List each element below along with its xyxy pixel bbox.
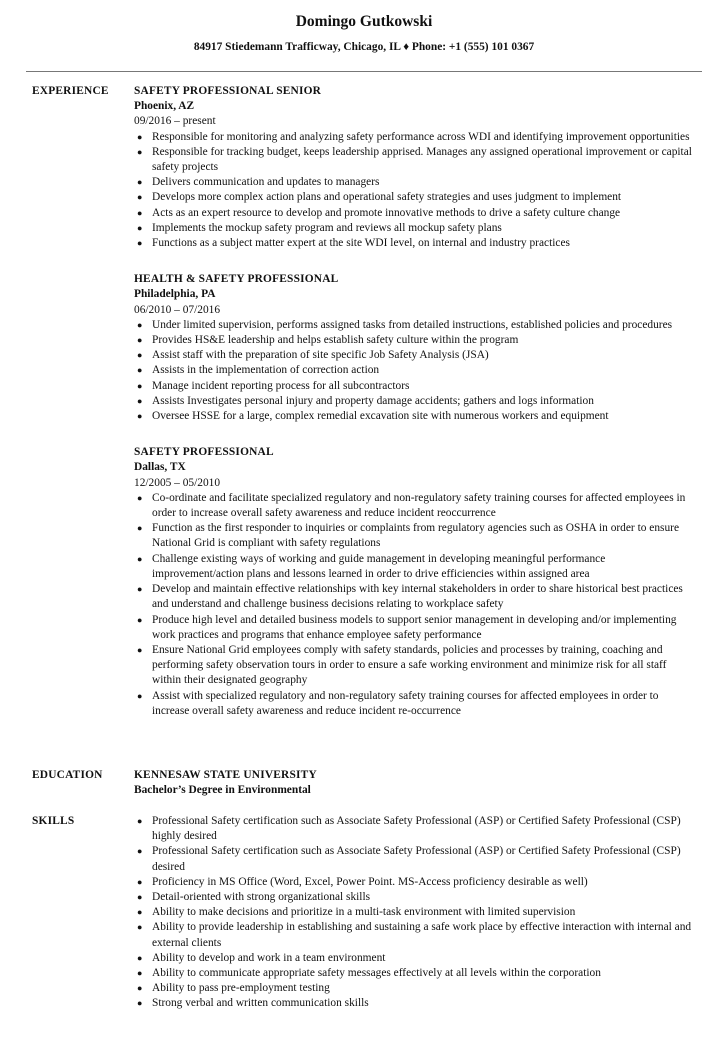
bullet-icon: ● (137, 922, 143, 933)
bullet-item (134, 875, 694, 890)
bullet-icon: ● (137, 998, 143, 1009)
job-bullets (134, 130, 694, 252)
bullet-icon: ● (137, 816, 143, 826)
bullet-icon: ● (137, 614, 143, 625)
bullet-text: Strong verbal and written communication skills (152, 997, 369, 1010)
bullet-icon: ● (137, 983, 143, 994)
bullet-icon: ● (137, 319, 143, 330)
bullet-text: Function as the first responder to inquiries or complaints from regulatory agencies such as OSHA in order to ensure National Grid is compliant with safety regulations (152, 522, 680, 550)
bullet-item (134, 996, 694, 1011)
job-location: Phoenix, AZ (134, 100, 195, 113)
bullet-text: Ability to pass pre-employment testing (152, 982, 330, 995)
bullet-text: Acts as an expert resource to develop and promote innovative methods to drive a safety culture change (152, 206, 621, 219)
bullet-item (134, 844, 694, 874)
bullet-item (134, 920, 694, 950)
bullet-text: Professional Safety certification such as Associate Safety Professional (ASP) or Certified Safety Professional (CSP) highly desired (152, 815, 681, 843)
job-title: HEALTH & SAFETY PROFESSIONAL (134, 273, 339, 286)
bullet-item (134, 951, 694, 966)
bullet-text: Delivers communication and updates to managers (152, 176, 380, 189)
bullet-text: Ability to communicate appropriate safety messages effectively at all levels within the corporation (152, 967, 601, 980)
bullet-item (134, 348, 694, 363)
bullet-item (134, 981, 694, 996)
job-location: Dallas, TX (134, 461, 186, 474)
bullet-text: Under limited supervision, performs assigned tasks from detailed instructions, established policies and procedures (152, 318, 673, 331)
bullet-item (134, 689, 694, 719)
job-title: SAFETY PROFESSIONAL SENIOR (134, 85, 322, 97)
bullet-text: Ensure National Grid employees comply with safety standards, policies and processes by training, coaching and performing safety observation tours in order to ensure a safe working environment and minimize risk for all staff within their designated geography (152, 643, 667, 687)
bullet-icon: ● (137, 892, 143, 903)
bullet-item (134, 552, 694, 582)
bullet-icon: ● (137, 395, 143, 406)
bullet-item (134, 643, 694, 689)
bullet-icon: ● (137, 146, 143, 157)
bullet-text: Ability to develop and work in a team environment (152, 951, 386, 964)
contact-line: 84917 Stiedemann Trafficway, Chicago, IL ♦ Phone: +1 (555) 101 0367 (193, 41, 535, 53)
bullet-text: Assists Investigates personal injury and property damage accidents; gathers and logs information (152, 394, 594, 407)
bullet-text: Assists in the implementation of correction action (152, 364, 380, 377)
bullet-text: Produce high level and detailed business models to support senior management in developing and/or implementing work practices and programs that enhance employee safety performance (152, 613, 677, 641)
bullet-text: Co-ordinate and facilitate specialized regulatory and non-regulatory safety training courses for affected employees in order to increase overall safety awareness and reduce incident reoccurrence (152, 491, 686, 520)
skills-list (134, 814, 694, 1012)
bullet-item (134, 814, 694, 844)
bullet-icon: ● (137, 952, 143, 963)
bullet-icon: ● (137, 846, 143, 857)
bullet-item (134, 491, 694, 521)
job-title: SAFETY PROFESSIONAL (134, 446, 274, 459)
degree: Bachelor’s Degree in Environmental (134, 784, 311, 797)
experience-body (134, 84, 694, 740)
bullet-item (134, 130, 694, 145)
bullet-icon: ● (137, 131, 143, 142)
bullet-text: Challenge existing ways of working and guide management in developing meaningful performance improvement/action plans and lessons learned in order to drive efficiencies within assigned area (152, 552, 606, 580)
job-bullets (134, 318, 694, 424)
bullet-text: Develops more complex action plans and operational safety strategies and uses judgment to implement (152, 191, 622, 204)
bullet-item (134, 582, 694, 612)
section-label-experience: EXPERIENCE (32, 85, 109, 97)
bullet-item (134, 905, 694, 920)
bullet-item (134, 394, 694, 409)
bullet-text: Responsible for monitoring and analyzing safety performance across WDI and identifying improvement opportunities (152, 130, 690, 143)
job-entry (134, 272, 694, 424)
bullet-text: Ability to make decisions and prioritize in a multi-task environment with limited supervision (152, 906, 576, 919)
bullet-text: Provides HS&E leadership and helps establish safety culture within the program (152, 334, 519, 347)
job-location: Philadelphia, PA (134, 288, 216, 301)
bullet-item (134, 221, 694, 236)
bullet-item (134, 613, 694, 643)
bullet-icon: ● (137, 177, 143, 188)
bullet-text: Implements the mockup safety program and reviews all mockup safety plans (152, 221, 502, 234)
bullet-icon: ● (137, 380, 143, 391)
bullet-icon: ● (137, 335, 143, 346)
bullet-item (134, 890, 694, 905)
resume-header (0, 12, 728, 55)
bullet-text: Assist staff with the preparation of site specific Job Safety Analysis (JSA) (152, 349, 489, 362)
bullet-text: Develop and maintain effective relationships with key internal stakeholders in order to share historical best practices and understand and challenge business decisions relating to workplace safety (152, 583, 683, 611)
bullet-item (134, 175, 694, 190)
bullet-text: Professional Safety certification such as Associate Safety Professional (ASP) or Certified Safety Professional (CSP) desired (152, 845, 681, 873)
bullet-icon: ● (137, 523, 143, 534)
bullet-text: Detail-oriented with strong organizational skills (152, 891, 371, 904)
bullet-text: Functions as a subject matter expert at the site WDI level, on internal and industry practices (152, 237, 570, 250)
bullet-icon: ● (137, 907, 143, 918)
bullet-item (134, 236, 694, 251)
header-divider (26, 71, 702, 72)
bullet-icon: ● (137, 192, 143, 203)
bullet-icon: ● (137, 492, 143, 503)
bullet-item (134, 966, 694, 981)
bullet-icon: ● (137, 222, 143, 233)
bullet-item (134, 363, 694, 378)
bullet-item (134, 206, 694, 221)
bullet-text: Responsible for tracking budget, keeps leadership apprised. Manages any assigned operational improvement or capital safety projects (152, 145, 692, 174)
job-bullets (134, 491, 694, 719)
bullet-item (134, 333, 694, 348)
bullet-icon: ● (137, 968, 143, 979)
bullet-icon: ● (137, 553, 143, 564)
bullet-item (134, 190, 694, 205)
bullet-icon: ● (137, 876, 143, 887)
education-body (134, 768, 694, 798)
skills-body (134, 814, 694, 1012)
bullet-item (134, 521, 694, 551)
bullet-item (134, 409, 694, 424)
bullet-icon: ● (137, 411, 143, 422)
bullet-icon: ● (137, 350, 143, 361)
job-dates: 12/2005 – 05/2010 (134, 476, 221, 489)
bullet-text: Ability to provide leadership in establishing and sustaining a safe work place by effective interaction with internal and external clients (152, 921, 692, 949)
school-name: KENNESAW STATE UNIVERSITY (134, 769, 317, 781)
bullet-icon: ● (137, 207, 143, 218)
bullet-icon: ● (137, 365, 143, 376)
bullet-text: Assist with specialized regulatory and non-regulatory safety training courses for affected employees in order to increase overall safety awareness and reduce incident re-occurrence (152, 689, 659, 717)
bullet-text: Manage incident reporting process for all subcontractors (152, 379, 410, 392)
bullet-icon: ● (137, 690, 143, 701)
job-entry (134, 445, 694, 719)
bullet-icon: ● (137, 584, 143, 595)
job-dates: 09/2016 – present (134, 115, 216, 128)
bullet-text: Oversee HSSE for a large, complex remedial excavation site with numerous workers and equipment (152, 410, 609, 423)
section-label-skills: SKILLS (32, 815, 75, 827)
bullet-text: Proficiency in MS Office (Word, Excel, Power Point. MS-Access proficiency desirable as well) (152, 875, 588, 888)
job-entry (134, 84, 694, 251)
bullet-icon: ● (137, 238, 143, 249)
bullet-item (134, 318, 694, 333)
section-label-education: EDUCATION (32, 769, 103, 781)
job-dates: 06/2010 – 07/2016 (134, 303, 221, 316)
bullet-item (134, 145, 694, 175)
candidate-name: Domingo Gutkowski (295, 13, 433, 30)
bullet-item (134, 379, 694, 394)
bullet-icon: ● (137, 644, 143, 655)
